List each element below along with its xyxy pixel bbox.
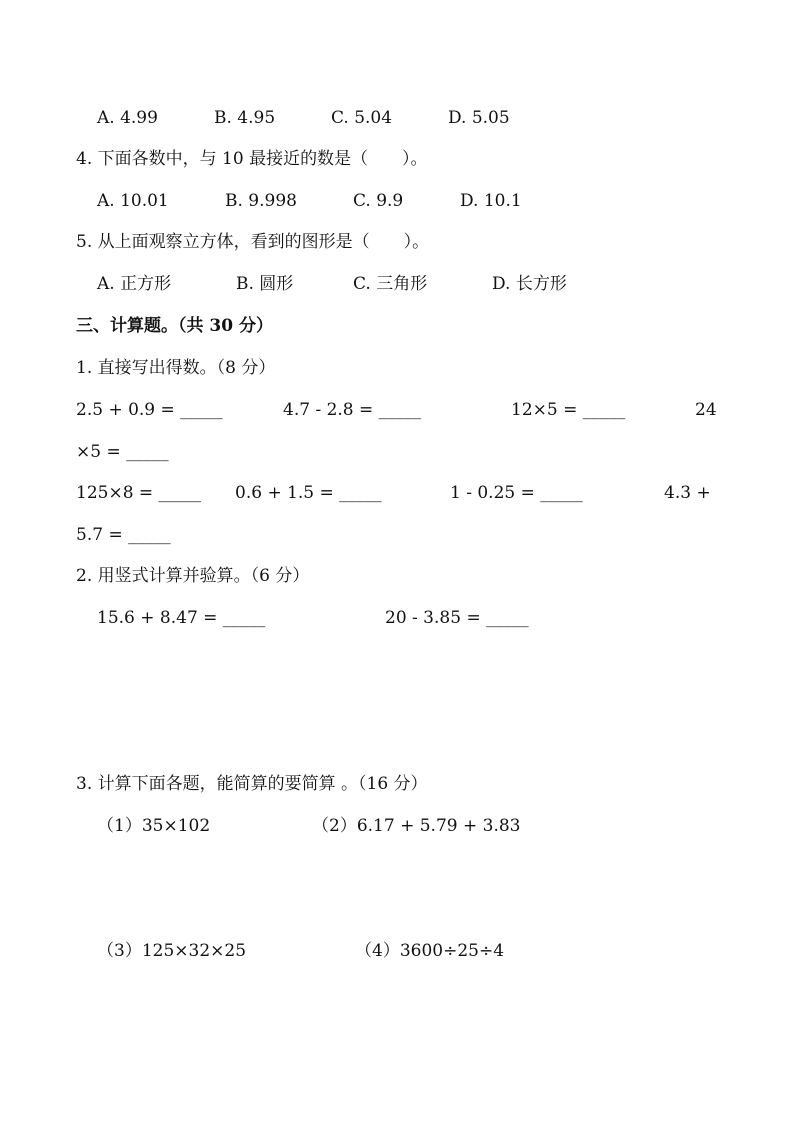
calc-item: 1 - 0.25 = _____ [450, 483, 583, 503]
calc-item: 2.5 + 0.9 = _____ [76, 400, 223, 420]
calc-item-wrap-start: 24 [695, 400, 717, 420]
q4-stem: 4. 下面各数中，与 10 最接近的数是（ ）。 [76, 149, 428, 169]
simplify-item: （3）125×32×25 [97, 941, 247, 961]
simplify-item: （4）3600÷25÷4 [355, 941, 505, 961]
simplify-item: （1）35×102 [97, 816, 211, 836]
calc-item: 125×8 = _____ [76, 483, 202, 503]
vertical-calc-item: 15.6 + 8.47 = _____ [97, 608, 266, 628]
q5-stem: 5. 从上面观察立方体，看到的图形是（ ）。 [76, 232, 430, 252]
calc-item: 12×5 = _____ [511, 400, 626, 420]
calc-item: 0.6 + 1.5 = _____ [235, 483, 382, 503]
q4-option-b: B. 9.998 [225, 191, 297, 211]
q3-option-d: D. 5.05 [448, 108, 510, 128]
q5-option-c: C. 三角形 [353, 274, 428, 294]
q3-option-c: C. 5.04 [331, 108, 393, 128]
q5-option-d: D. 长方形 [492, 274, 567, 294]
calc-item-wrap-end: ×5 = _____ [76, 442, 169, 462]
simplify-item: （2）6.17 + 5.79 + 3.83 [312, 816, 521, 836]
q5-option-a: A. 正方形 [97, 274, 172, 294]
q4-option-d: D. 10.1 [460, 191, 522, 211]
vertical-calc-item: 20 - 3.85 = _____ [385, 608, 529, 628]
q4-option-a: A. 10.01 [97, 191, 169, 211]
part2-title: 2. 用竖式计算并验算。（6 分） [76, 566, 310, 586]
q3-option-b: B. 4.95 [214, 108, 276, 128]
calc-item-wrap-end: 5.7 = _____ [76, 525, 171, 545]
q4-option-c: C. 9.9 [353, 191, 404, 211]
part1-title: 1. 直接写出得数。（8 分） [76, 358, 276, 378]
calc-item-wrap-start: 4.3 + [664, 483, 711, 503]
section-title: 三、计算题。（共 30 分） [76, 316, 273, 336]
q3-option-a: A. 4.99 [97, 108, 158, 128]
q5-option-b: B. 圆形 [236, 274, 294, 294]
part3-title: 3. 计算下面各题，能简算的要简算 。（16 分） [76, 774, 428, 794]
calc-item: 4.7 - 2.8 = _____ [283, 400, 422, 420]
